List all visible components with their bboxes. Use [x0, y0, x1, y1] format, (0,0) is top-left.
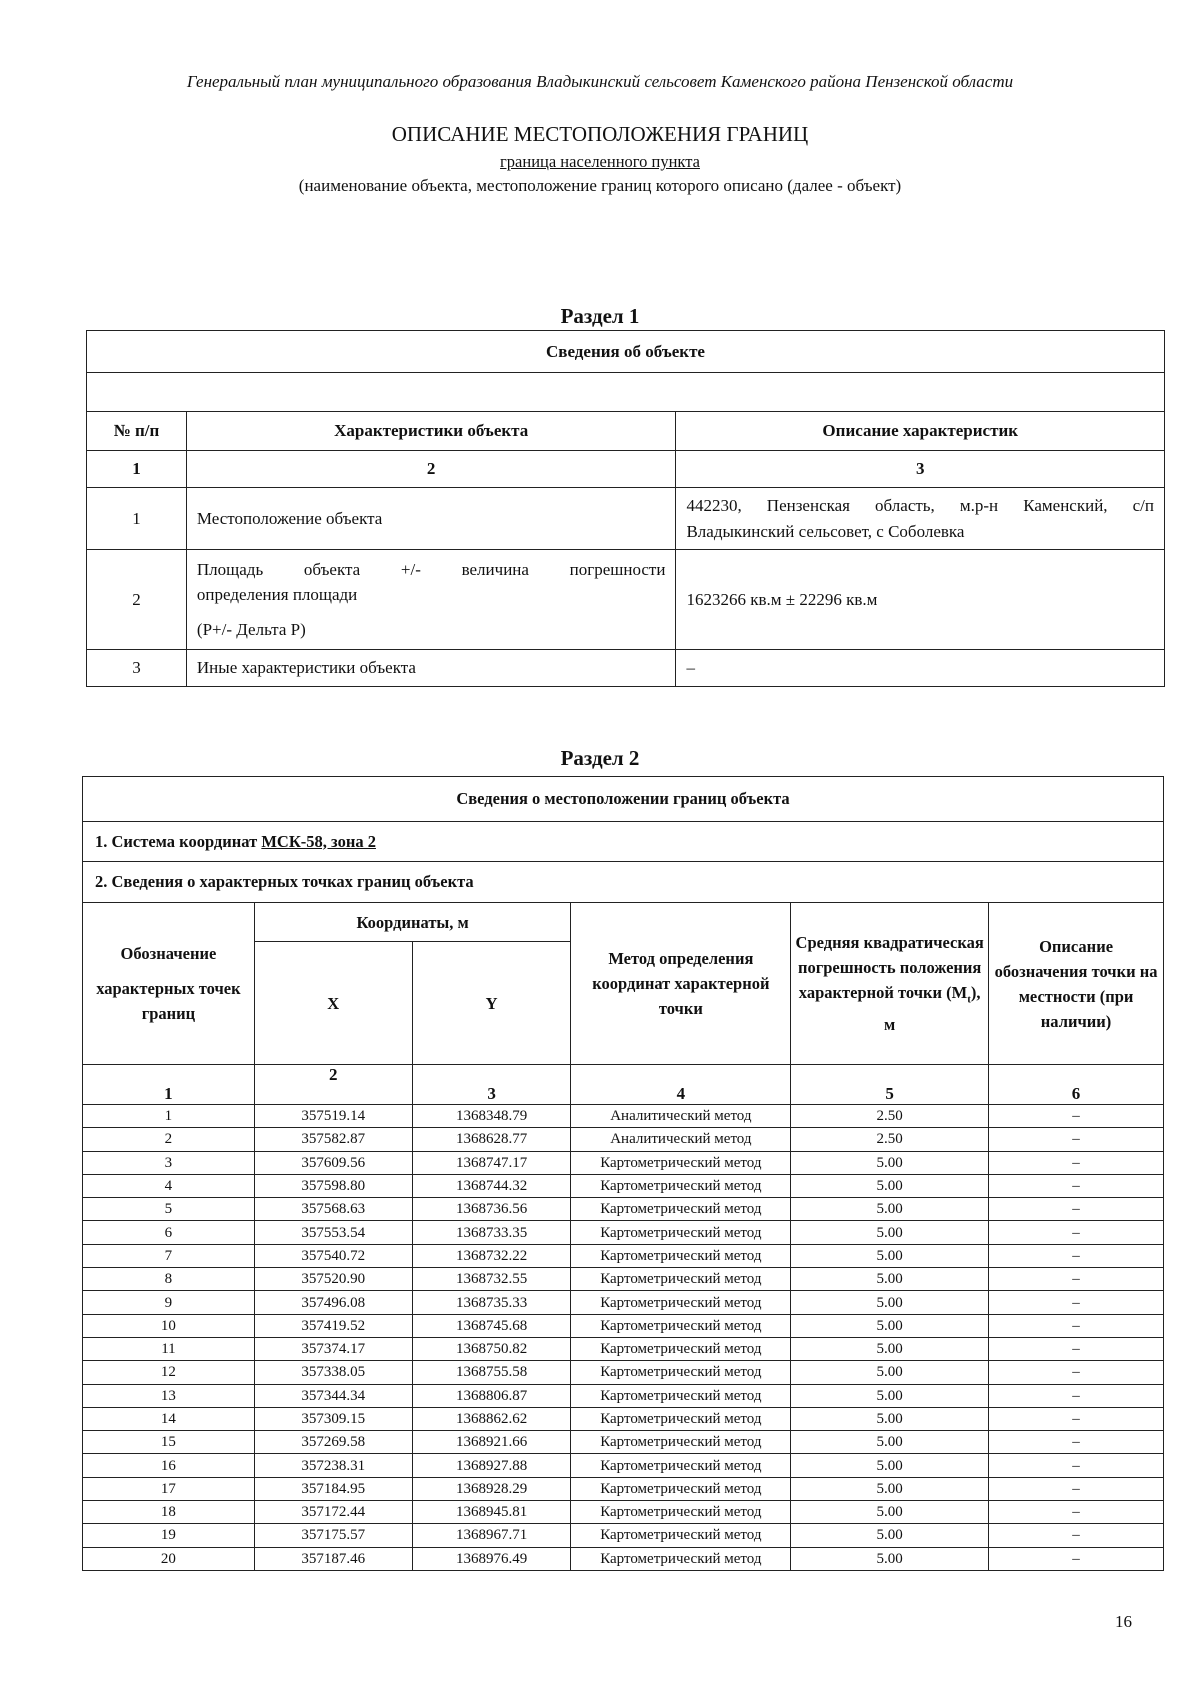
point-method: Аналитический метод [571, 1105, 791, 1128]
point-error: 5.00 [791, 1431, 989, 1454]
point-description: – [989, 1314, 1164, 1337]
point-y: 1368967.71 [412, 1524, 571, 1547]
col-header-designation [83, 903, 255, 1065]
point-method: Картометрический метод [571, 1384, 791, 1407]
point-number: 7 [83, 1244, 255, 1267]
table-row [83, 1105, 1164, 1128]
point-description: – [989, 1244, 1164, 1267]
page-number: 16 [1115, 1612, 1132, 1631]
coordinate-system-value: МСК-58, зона 2 [261, 831, 376, 851]
table-row [83, 1221, 1164, 1244]
point-error: 2.50 [791, 1128, 989, 1151]
point-description: – [989, 1105, 1164, 1128]
point-number: 10 [83, 1314, 255, 1337]
table-row [83, 1477, 1164, 1500]
col-number-2: 2 [254, 1065, 412, 1105]
row-value: 1623266 кв.м ± 22296 кв.м [676, 550, 1165, 650]
point-number: 2 [83, 1128, 255, 1151]
point-method: Картометрический метод [571, 1524, 791, 1547]
col-number-4: 4 [571, 1065, 791, 1105]
point-error: 5.00 [791, 1337, 989, 1360]
table-row [83, 1361, 1164, 1384]
point-number: 16 [83, 1454, 255, 1477]
point-method: Картометрический метод [571, 1501, 791, 1524]
point-x: 357338.05 [254, 1361, 412, 1384]
col-header-y: Y [412, 942, 571, 1065]
table-row [83, 1384, 1164, 1407]
col-number-1: 1 [87, 451, 187, 488]
point-method: Картометрический метод [571, 1151, 791, 1174]
point-method: Картометрический метод [571, 1407, 791, 1430]
point-description: – [989, 1151, 1164, 1174]
document-note: (наименование объекта, местоположение границ которого описано (далее - объект) [298, 176, 902, 195]
col-header-designation-line2: характерных точек границ [96, 979, 241, 1023]
point-x: 357187.46 [254, 1547, 412, 1570]
empty-row [87, 373, 1165, 412]
point-error: 5.00 [791, 1477, 989, 1500]
point-x: 357496.08 [254, 1291, 412, 1314]
point-error: 5.00 [791, 1198, 989, 1221]
col-header-characteristics: Характеристики объекта [186, 412, 676, 451]
point-x: 357582.87 [254, 1128, 412, 1151]
section1-title: Раздел 1 [560, 304, 640, 328]
row-value: 442230, Пензенская область, м.р-н Каменский, с/п Владыкинский сельсовет, с Соболевка [676, 488, 1165, 550]
table-row [87, 550, 1165, 650]
point-description: – [989, 1291, 1164, 1314]
point-y: 1368945.81 [412, 1501, 571, 1524]
point-number: 1 [83, 1105, 255, 1128]
col-number-3: 3 [412, 1065, 571, 1105]
point-description: – [989, 1337, 1164, 1360]
col-header-error: Средняя квадратическая погрешность положения характерной точки $(M_t)$, м [791, 903, 989, 1065]
point-x: 357540.72 [254, 1244, 412, 1267]
table-row [83, 1501, 1164, 1524]
point-description: – [989, 1547, 1164, 1570]
row-characteristic-line1: Площадь объекта +/- величина погрешности [196, 560, 666, 579]
point-number: 9 [83, 1291, 255, 1314]
running-header: Генеральный план муниципального образования Владыкинский сельсовет Каменского района Пензенской области [186, 72, 1014, 91]
point-number: 19 [83, 1524, 255, 1547]
point-error: 2.50 [791, 1105, 989, 1128]
point-number: 15 [83, 1431, 255, 1454]
point-x: 357520.90 [254, 1268, 412, 1291]
point-description: – [989, 1477, 1164, 1500]
point-description: – [989, 1128, 1164, 1151]
point-method: Картометрический метод [571, 1477, 791, 1500]
table-row [83, 1524, 1164, 1547]
table-row [83, 1291, 1164, 1314]
point-error: 5.00 [791, 1501, 989, 1524]
point-x: 357374.17 [254, 1337, 412, 1360]
points-section-title: 2. Сведения о характерных точках границ объекта [83, 862, 1164, 903]
point-error: 5.00 [791, 1454, 989, 1477]
point-y: 1368747.17 [412, 1151, 571, 1174]
col-header-method: Метод определения координат характерной точки [571, 903, 791, 1065]
point-x: 357175.57 [254, 1524, 412, 1547]
col-header-coordinates: Координаты, м [254, 903, 571, 942]
point-description: – [989, 1174, 1164, 1197]
point-description: – [989, 1407, 1164, 1430]
col-number-1: 1 [83, 1065, 255, 1105]
table-row [83, 1407, 1164, 1430]
object-info-table [86, 330, 1165, 687]
point-y: 1368755.58 [412, 1361, 571, 1384]
point-error: 5.00 [791, 1361, 989, 1384]
point-method: Картометрический метод [571, 1268, 791, 1291]
point-error: 5.00 [791, 1268, 989, 1291]
coordinate-system-row [83, 822, 1164, 862]
point-error: 5.00 [791, 1291, 989, 1314]
point-x: 357519.14 [254, 1105, 412, 1128]
table-row [83, 1244, 1164, 1267]
point-y: 1368921.66 [412, 1431, 571, 1454]
point-description: – [989, 1361, 1164, 1384]
point-number: 3 [83, 1151, 255, 1174]
point-description: – [989, 1454, 1164, 1477]
point-error: 5.00 [791, 1221, 989, 1244]
row-value: – [676, 650, 1165, 687]
boundary-table-title: Сведения о местоположении границ объекта [83, 777, 1164, 822]
table-row [83, 1151, 1164, 1174]
row-characteristic-line2: определения площади [196, 585, 358, 604]
point-error: 5.00 [791, 1407, 989, 1430]
row-number: 3 [87, 650, 187, 687]
point-number: 20 [83, 1547, 255, 1570]
point-y: 1368750.82 [412, 1337, 571, 1360]
document-title: ОПИСАНИЕ МЕСТОПОЛОЖЕНИЯ ГРАНИЦ [391, 122, 809, 146]
point-x: 357172.44 [254, 1501, 412, 1524]
table-row [83, 1547, 1164, 1570]
col-number-2: 2 [186, 451, 676, 488]
point-y: 1368745.68 [412, 1314, 571, 1337]
point-x: 357553.54 [254, 1221, 412, 1244]
point-y: 1368927.88 [412, 1454, 571, 1477]
point-x: 357598.80 [254, 1174, 412, 1197]
point-method: Картометрический метод [571, 1337, 791, 1360]
point-method: Картометрический метод [571, 1454, 791, 1477]
point-x: 357609.56 [254, 1151, 412, 1174]
point-description: – [989, 1268, 1164, 1291]
table-row [83, 1174, 1164, 1197]
point-method: Картометрический метод [571, 1291, 791, 1314]
point-method: Картометрический метод [571, 1244, 791, 1267]
section2-title: Раздел 2 [560, 746, 640, 770]
point-x: 357269.58 [254, 1431, 412, 1454]
point-description: – [989, 1221, 1164, 1244]
col-header-x: X [254, 942, 412, 1065]
point-number: 11 [83, 1337, 255, 1360]
point-number: 18 [83, 1501, 255, 1524]
point-x: 357568.63 [254, 1198, 412, 1221]
table-row [83, 1314, 1164, 1337]
point-y: 1368735.33 [412, 1291, 571, 1314]
point-y: 1368733.35 [412, 1221, 571, 1244]
point-y: 1368732.22 [412, 1244, 571, 1267]
point-number: 14 [83, 1407, 255, 1430]
point-error: 5.00 [791, 1547, 989, 1570]
point-error: 5.00 [791, 1384, 989, 1407]
table-row [83, 1198, 1164, 1221]
point-y: 1368862.62 [412, 1407, 571, 1430]
point-y: 1368732.55 [412, 1268, 571, 1291]
point-error: 5.00 [791, 1524, 989, 1547]
point-method: Аналитический метод [571, 1128, 791, 1151]
point-method: Картометрический метод [571, 1547, 791, 1570]
point-x: 357184.95 [254, 1477, 412, 1500]
point-number: 12 [83, 1361, 255, 1384]
table-row [83, 1431, 1164, 1454]
table-row [83, 1337, 1164, 1360]
table-row [83, 1128, 1164, 1151]
col-number-5: 5 [791, 1065, 989, 1105]
point-y: 1368348.79 [412, 1105, 571, 1128]
points-body [83, 1105, 1164, 1571]
point-number: 4 [83, 1174, 255, 1197]
point-description: – [989, 1198, 1164, 1221]
document-subtitle: граница населенного пункта [500, 152, 700, 171]
point-error: 5.00 [791, 1174, 989, 1197]
col-header-number: № п/п [87, 412, 187, 451]
point-number: 6 [83, 1221, 255, 1244]
row-characteristic: Местоположение объекта [186, 488, 676, 550]
point-y: 1368744.32 [412, 1174, 571, 1197]
point-description: – [989, 1524, 1164, 1547]
point-method: Картометрический метод [571, 1314, 791, 1337]
point-y: 1368976.49 [412, 1547, 571, 1570]
point-method: Картометрический метод [571, 1198, 791, 1221]
point-error: 5.00 [791, 1151, 989, 1174]
point-number: 13 [83, 1384, 255, 1407]
row-characteristic [186, 550, 676, 650]
point-description: – [989, 1501, 1164, 1524]
point-y: 1368628.77 [412, 1128, 571, 1151]
point-x: 357419.52 [254, 1314, 412, 1337]
point-x: 357344.34 [254, 1384, 412, 1407]
boundary-points-table [82, 776, 1164, 1571]
point-method: Картометрический метод [571, 1221, 791, 1244]
row-number: 2 [87, 550, 187, 650]
col-number-3: 3 [676, 451, 1165, 488]
row-characteristic: Иные характеристики объекта [186, 650, 676, 687]
point-description: – [989, 1384, 1164, 1407]
point-method: Картометрический метод [571, 1361, 791, 1384]
point-number: 8 [83, 1268, 255, 1291]
point-description: – [989, 1431, 1164, 1454]
col-header-description: Описание характеристик [676, 412, 1165, 451]
row-characteristic-line3: (P+/- Дельта P) [196, 620, 306, 639]
point-error: 5.00 [791, 1244, 989, 1267]
table-row [83, 1268, 1164, 1291]
table-row [83, 1454, 1164, 1477]
point-x: 357309.15 [254, 1407, 412, 1430]
col-header-designation-line1: Обозначение [120, 944, 217, 963]
col-header-point-description: Описание обозначения точки на местности (при наличии) [989, 903, 1164, 1065]
point-x: 357238.31 [254, 1454, 412, 1477]
table-row [87, 488, 1165, 550]
table-row [87, 650, 1165, 687]
point-method: Картометрический метод [571, 1431, 791, 1454]
row-number: 1 [87, 488, 187, 550]
point-number: 5 [83, 1198, 255, 1221]
point-error: 5.00 [791, 1314, 989, 1337]
object-info-table-title: Сведения об объекте [87, 331, 1165, 373]
point-number: 17 [83, 1477, 255, 1500]
point-method: Картометрический метод [571, 1174, 791, 1197]
point-y: 1368736.56 [412, 1198, 571, 1221]
col-number-6: 6 [989, 1065, 1164, 1105]
coordinate-system-label: 1. Система координат [95, 831, 262, 851]
point-y: 1368928.29 [412, 1477, 571, 1500]
point-y: 1368806.87 [412, 1384, 571, 1407]
